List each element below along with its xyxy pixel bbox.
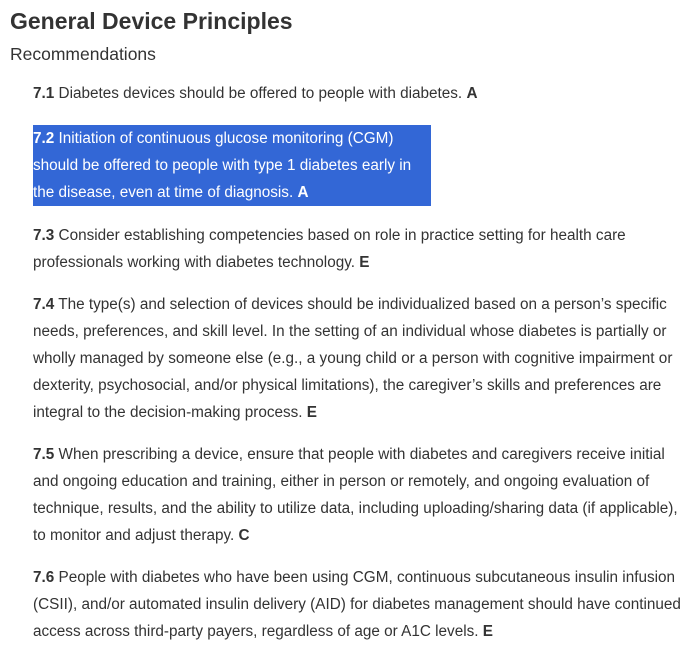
recommendation-7-4 <box>33 291 683 426</box>
recommendation-7-2-selected[interactable] <box>33 125 431 206</box>
recommendation-number: 7.2 <box>33 130 55 147</box>
section-subtitle: Recommendations <box>10 44 156 64</box>
recommendation-text: People with diabetes who have been using CGM, continuous subcutaneous insulin infusion (CSII), and/or automated insulin delivery (AID) for diabetes management should have continued access across third-party payers, regardless of age or A1C levels. <box>33 569 681 640</box>
recommendation-7-6 <box>33 564 683 645</box>
recommendation-7-3 <box>33 222 683 276</box>
recommendation-number: 7.5 <box>33 446 55 463</box>
recommendation-number: 7.1 <box>33 85 55 102</box>
evidence-grade: E <box>306 404 317 421</box>
page-title: General Device Principles <box>10 8 293 34</box>
evidence-grade: C <box>238 527 250 544</box>
recommendation-text: The type(s) and selection of devices should be individualized based on a person’s specific needs, preferences, and skill level. In the setting of an individual whose diabetes is partially or wholly managed by someone else (e.g., a young child or a person with cognitive impairment or dexterity, psychosocial, and/or physical limitations), the caregiver’s skills and preferences are integral to the decision-making process. <box>33 296 673 421</box>
evidence-grade: E <box>359 254 370 271</box>
evidence-grade: A <box>466 85 478 102</box>
recommendation-text: When prescribing a device, ensure that people with diabetes and caregivers receive initial and ongoing education and training, either in person or remotely, and ongoing evaluation of technique, results, and the ability to utilize data, including uploading/sharing data (if applicable), to monitor and adjust therapy. <box>33 446 678 544</box>
recommendation-number: 7.3 <box>33 227 55 244</box>
recommendation-text: Initiation of continuous glucose monitoring (CGM) should be offered to people with type 1 diabetes early in the disease, even at time of diagnosis. <box>33 130 412 201</box>
recommendation-text: Diabetes devices should be offered to people with diabetes. <box>54 85 467 102</box>
recommendation-number: 7.4 <box>33 296 55 313</box>
recommendation-7-1 <box>33 80 683 107</box>
recommendation-number: 7.6 <box>33 569 55 586</box>
evidence-grade: A <box>297 184 309 201</box>
evidence-grade: E <box>482 623 493 640</box>
recommendations-list <box>33 80 683 660</box>
recommendation-text: Consider establishing competencies based on role in practice setting for health care professionals working with diabetes technology. <box>33 227 626 271</box>
recommendation-7-5 <box>33 441 683 549</box>
